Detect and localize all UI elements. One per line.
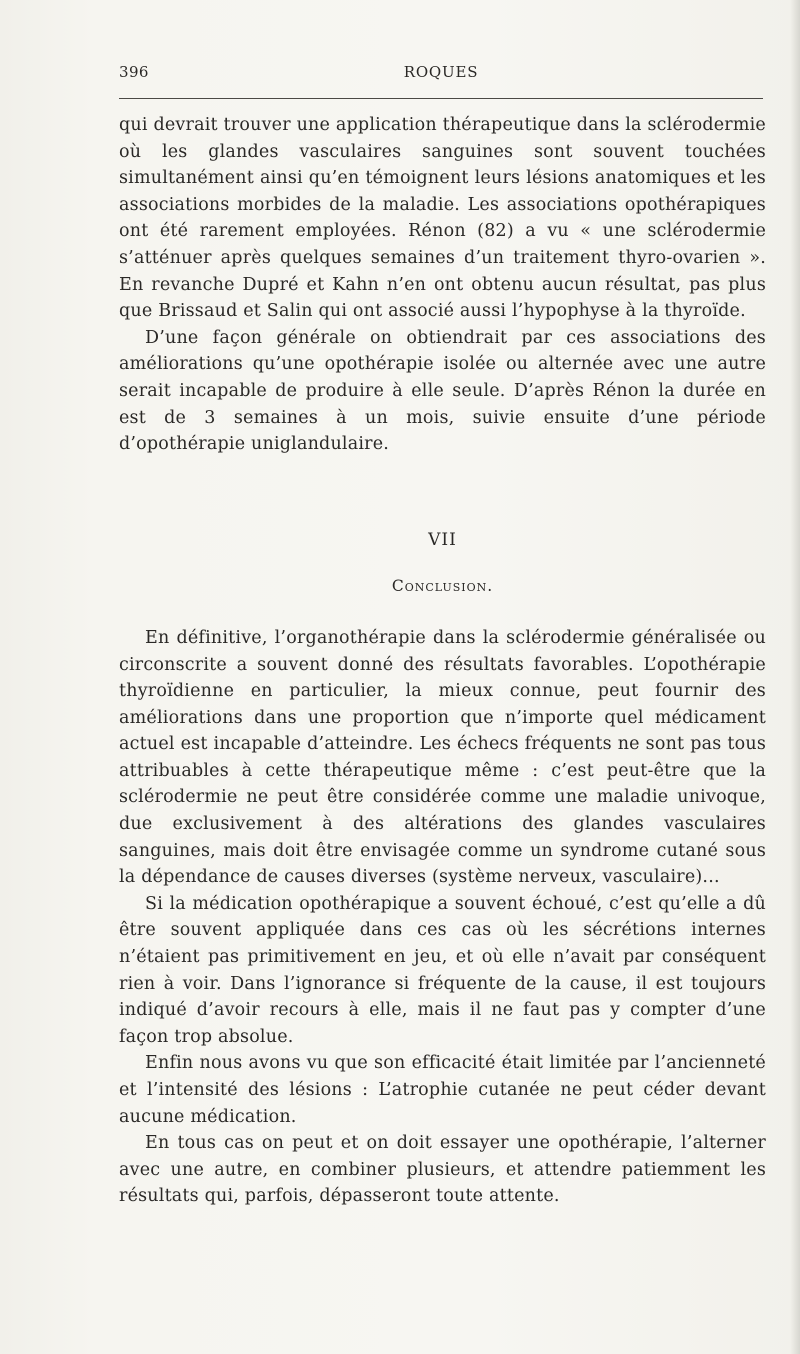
page-body <box>119 112 766 1210</box>
running-title: ROQUES <box>403 63 479 81</box>
paragraph: En définitive, l’organothérapie dans la sclérodermie généralisée ou circonscrite a souvent donné des résultats favorables. L’opothérapie thyroïdienne en particulier, la mieux connue, peut fournir des améliorations dans une proportion que n’importe quel médicament actuel est incapable d’atteindre. Les échecs fréquents ne sont pas tous attribuables à cette thérapeutique même : c’est peut-être que la sclérodermie ne peut être considérée comme une maladie univoque, due exclusivement à des altérations des glandes vasculaires sanguines, mais doit être envisagée comme un syndrome cutané sous la dépendance de causes diverses (système nerveux, vasculaire)... <box>119 627 766 888</box>
paragraph: D’une façon générale on obtiendrait par ces associations des améliorations qu’une opothérapie isolée ou alternée avec une autre serait incapable de produire à elle seule. D’après Rénon la durée en est de 3 semaines à un mois, suivie ensuite d’une période d’opothérapie uniglandulaire. <box>119 327 766 455</box>
section-number: VII <box>428 529 457 550</box>
paragraph: Enfin nous avons vu que son efficacité était limitée par l’ancienneté et l’intensité des lésions : L’atrophie cutanée ne peut céder devant aucune médication. <box>119 1053 766 1127</box>
page-header <box>119 63 763 103</box>
page-edge-shadow <box>790 0 800 1354</box>
paragraph: Si la médication opothérapique a souvent échoué, c’est qu’elle a dû être souvent appliquée dans ces cas où les sécrétions internes n’étaient pas primitivement en jeu, et où elle n’avait par conséquent rien à voir. Dans l’ignorance si fréquente de la cause, il est toujours indiqué d’avoir recours à elle, mais il ne faut pas y compter d’une façon trop absolue. <box>119 893 766 1047</box>
paragraph: En tous cas on peut et on doit essayer une opothérapie, l’alterner avec une autre, en combiner plusieurs, et attendre patiemment les résultats qui, parfois, dépasseront toute attente. <box>119 1133 766 1207</box>
page-number: 396 <box>119 63 149 81</box>
header-rule <box>119 98 763 99</box>
paragraph-continued: qui devrait trouver une application thérapeutique dans la sclérodermie où les glandes vasculaires sanguines sont souvent touchées simultanément ainsi qu’en témoignent leurs lésions anatomiques et les associations morbides de la maladie. Les associations opothérapiques ont été rarement employées. Rénon (82) a vu « une sclérodermie s’atténuer après quelques semaines d’un traitement thyro-ovarien ». En revanche Dupré et Kahn n’en ont obtenu aucun résultat, pas plus que Brissaud et Salin qui ont associé aussi l’hypophyse à la thyroïde. <box>119 115 766 322</box>
section-title: Conclusion. <box>391 577 494 596</box>
